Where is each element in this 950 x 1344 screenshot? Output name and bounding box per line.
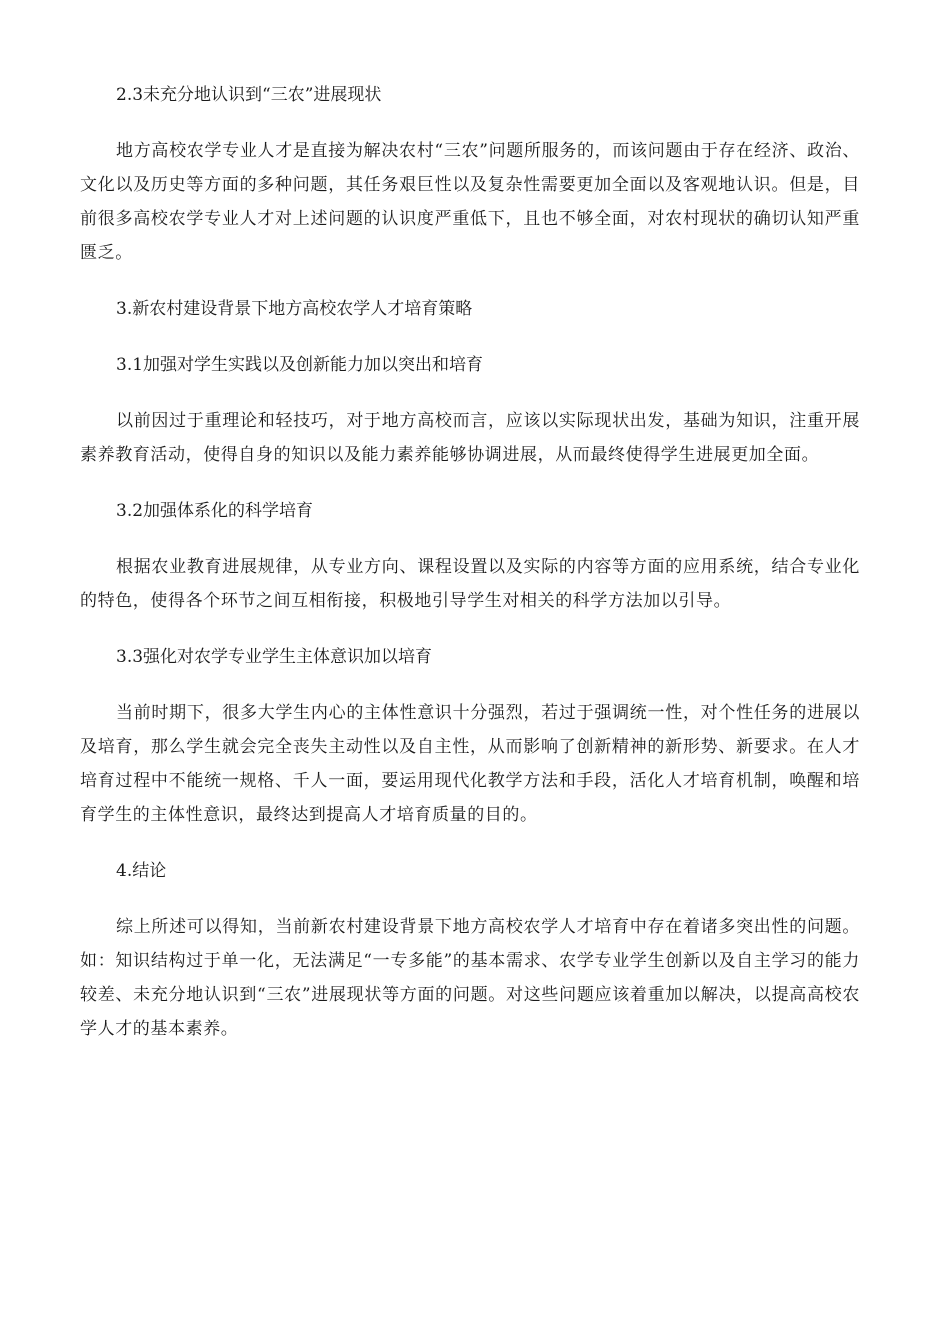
section-paragraph-3-3: 当前时期下，很多大学生内心的主体性意识十分强烈，若过于强调统一性，对个性任务的进展以及培育，那么学生就会完全丧失主动性以及自主性，从而影响了创新精神的新形势、新要求。在人才培育过程中不能统一规格、千人一面，要运用现代化教学方法和手段，活化人才培育机制，唤醒和培育学生的主体性意识，最终达到提高人才培育质量的目的。 (80, 703, 860, 825)
section-paragraph-2-3: 地方高校农学专业人才是直接为解决农村“三农”问题所服务的，而该问题由于存在经济、政治、文化以及历史等方面的多种问题，其任务艰巨性以及复杂性需要更加全面以及客观地认识。但是，目前很多高校农学专业人才对上述问题的认识度严重低下，且也不够全面，对农村现状的确切认知严重匮乏。 (80, 141, 860, 263)
section-paragraph-3-1: 以前因过于重理论和轻技巧，对于地方高校而言，应该以实际现状出发，基础为知识，注重开展素养教育活动，使得自身的知识以及能力素养能够协调进展，从而最终使得学生进展更加全面。 (80, 411, 860, 465)
section-heading-3-3: 3.3强化对农学专业学生主体意识加以培育 (116, 647, 433, 667)
section-heading-3-2: 3.2加强体系化的科学培育 (116, 501, 314, 521)
section-heading-4: 4.结论 (116, 861, 167, 881)
section-heading-3: 3.新农村建设背景下地方高校农学人才培育策略 (116, 299, 473, 319)
section-heading-3-1: 3.1加强对学生实践以及创新能力加以突出和培育 (116, 355, 484, 375)
section-heading-2-3: 2.3未充分地认识到“三农”进展现状 (116, 85, 382, 105)
section-paragraph-3-2: 根据农业教育进展规律，从专业方向、课程设置以及实际的内容等方面的应用系统，结合专业化的特色，使得各个环节之间互相衔接，积极地引导学生对相关的科学方法加以引导。 (80, 557, 860, 611)
document-body (80, 78, 860, 1046)
section-paragraph-4: 综上所述可以得知，当前新农村建设背景下地方高校农学人才培育中存在着诸多突出性的问题。如：知识结构过于单一化，无法满足“一专多能”的基本需求、农学专业学生创新以及自主学习的能力较差、未充分地认识到“三农”进展现状等方面的问题。对这些问题应该着重加以解决，以提高高校农学人才的基本素养。 (80, 917, 860, 1039)
